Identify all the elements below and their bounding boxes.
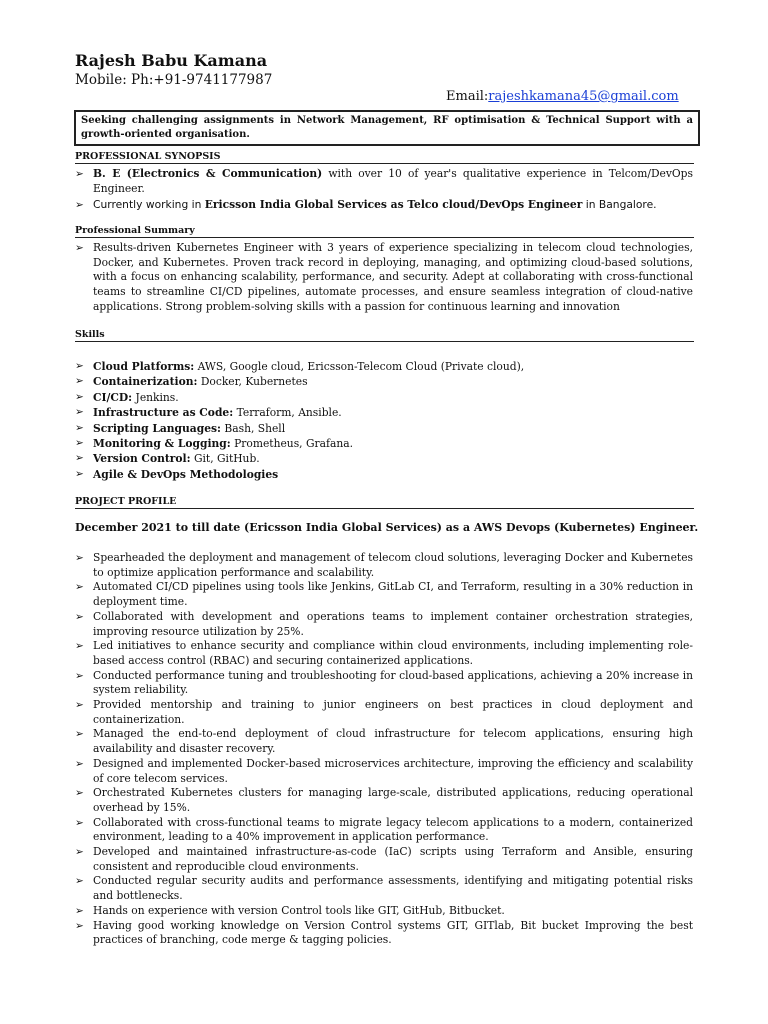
arrow-bullet-icon: ➢: [75, 581, 84, 594]
skill-label: Scripting Languages:: [93, 421, 221, 435]
arrow-bullet-icon: ➢: [75, 437, 84, 450]
arrow-bullet-icon: ➢: [75, 640, 84, 653]
arrow-bullet-icon: ➢: [75, 390, 84, 403]
skills-list: [75, 359, 693, 482]
project-item: [75, 919, 693, 948]
synopsis-current-employer: Ericsson India Global Services as Telco cloud/DevOps Engineer: [204, 198, 583, 212]
skill-value: Git, GitHub.: [190, 452, 260, 466]
skill-item: [75, 421, 693, 436]
mobile-number: Mobile: Ph:+91-9741177987: [75, 72, 273, 88]
project-item-text: Spearheaded the deployment and management of telecom cloud solutions, leveraging Docker and Kubernetes to optimize application performance and scalability.: [93, 551, 693, 579]
arrow-bullet-icon: ➢: [75, 421, 84, 434]
arrow-bullet-icon: ➢: [75, 816, 84, 829]
project-item: [75, 816, 693, 845]
skill-item: [75, 436, 693, 451]
career-objective: Seeking challenging assignments in Network Management, RF optimisation & Technical Support with a growth-oriented organisation.: [74, 110, 700, 146]
project-item-text: Orchestrated Kubernetes clusters for managing large-scale, distributed applications, reducing operational overhead by 15%.: [93, 786, 693, 814]
arrow-bullet-icon: ➢: [75, 406, 84, 419]
skill-item: [75, 467, 693, 482]
project-item-text: Provided mentorship and training to junior engineers on best practices in cloud deployment and containerization.: [93, 698, 693, 726]
synopsis-current-post: in Bangalore.: [582, 198, 657, 212]
project-item-text: Having good working knowledge on Version Control systems GIT, GITlab, Bit bucket Improving the best practices of branching, code merge & tagging policies.: [93, 918, 693, 947]
project-item-text: Conducted regular security audits and performance assessments, identifying and mitigating potential risks and bottlenecks.: [93, 874, 693, 903]
arrow-bullet-icon: ➢: [75, 552, 84, 564]
skill-label: Cloud Platforms:: [93, 360, 195, 373]
project-item: [75, 580, 693, 609]
skill-label: Containerization:: [93, 375, 198, 389]
email-link[interactable]: rajeshkamana45@gmail.com: [488, 89, 679, 104]
project-item-text: Developed and maintained infrastructure-as-code (IaC) scripts using Terraform and Ansible, ensuring consistent and reproducible cloud environments.: [93, 845, 693, 873]
arrow-bullet-icon: ➢: [75, 610, 84, 623]
skill-label: Monitoring & Logging:: [93, 437, 231, 451]
project-item-text: Designed and implemented Docker-based microservices architecture, improving the efficiency and scalability of core telecom services.: [93, 756, 693, 785]
arrow-bullet-icon: ➢: [75, 846, 84, 859]
section-heading-project: PROJECT PROFILE: [75, 496, 694, 509]
project-item: [75, 610, 693, 639]
arrow-bullet-icon: ➢: [75, 757, 84, 770]
summary-text: Results-driven Kubernetes Engineer with 3 years of experience specializing in telecom cloud technologies, Docker, and Kubernetes. Proven track record in deploying, managing, and optimizing cloud-based solutions, with a focus on enhancing scalability, performance, and security. Adept at collaborating with cross-functional teams to streamline CI/CD pipelines, automate processes, and ensure seamless integration of cloud-native applications. Strong problem-solving skills with a passion for continuous learning and innovation: [93, 241, 693, 313]
skill-value: Docker, Kubernetes: [197, 375, 308, 389]
synopsis-degree: B. E (Electronics & Communication): [93, 167, 323, 180]
skill-value: Terraform, Ansible.: [233, 406, 342, 420]
arrow-bullet-icon: ➢: [75, 787, 84, 800]
candidate-name: Rajesh Babu Kamana: [75, 51, 268, 70]
project-item-text: Managed the end-to-end deployment of cloud infrastructure for telecom applications, ensuring high availability and disaster recovery.: [93, 727, 693, 756]
arrow-bullet-icon: ➢: [75, 452, 84, 465]
project-item: [75, 669, 693, 698]
arrow-bullet-icon: ➢: [75, 919, 84, 932]
arrow-bullet-icon: ➢: [75, 669, 84, 682]
arrow-bullet-icon: ➢: [75, 168, 84, 180]
skill-label: Agile & DevOps Methodologies: [93, 467, 279, 481]
arrow-bullet-icon: ➢: [75, 375, 84, 388]
skill-item: [75, 451, 693, 466]
project-item-text: Collaborated with cross-functional teams to migrate legacy telecom applications to a modern, containerized environment, leading to a 40% improvement in application performance.: [93, 815, 693, 844]
arrow-bullet-icon: ➢: [75, 904, 84, 917]
project-list: [75, 551, 693, 948]
arrow-bullet-icon: ➢: [75, 242, 84, 254]
list-item: [75, 198, 693, 213]
section-heading-summary: Professional Summary: [75, 225, 694, 238]
skill-item: [75, 374, 693, 389]
project-item: [75, 727, 693, 756]
synopsis-current-pre: Currently working in: [93, 198, 205, 212]
skill-item: [75, 359, 693, 374]
arrow-bullet-icon: ➢: [75, 728, 84, 741]
project-item: [75, 874, 693, 903]
arrow-bullet-icon: ➢: [75, 875, 84, 888]
project-item-text: Conducted performance tuning and troubleshooting for cloud-based applications, achieving a 20% increase in system reliability.: [93, 668, 693, 697]
arrow-bullet-icon: ➢: [75, 467, 84, 480]
synopsis-experience: with over 10 of year's qualitative experience in Telcom/DevOps Engineer.: [93, 167, 693, 195]
skill-item: [75, 405, 693, 420]
arrow-bullet-icon: ➢: [75, 360, 84, 372]
arrow-bullet-icon: ➢: [75, 699, 84, 712]
project-item: [75, 845, 693, 874]
project-item: [75, 639, 693, 668]
project-item: [75, 757, 693, 786]
section-heading-skills: Skills: [75, 329, 694, 342]
synopsis-list: [75, 167, 693, 213]
project-item-text: Hands on experience with version Control tools like GIT, GitHub, Bitbucket.: [93, 903, 505, 917]
project-item-text: Collaborated with development and operations teams to implement container orchestration strategies, improving resource utilization by 25%.: [93, 609, 693, 638]
list-item: [75, 167, 693, 196]
project-item-text: Led initiatives to enhance security and compliance within cloud environments, including implementing role-based access control (RBAC) and securing containerized applications.: [93, 639, 693, 667]
project-item: [75, 904, 693, 919]
arrow-bullet-icon: ➢: [75, 199, 84, 212]
list-item: [75, 241, 693, 315]
skill-item: [75, 390, 693, 405]
project-item: [75, 786, 693, 815]
skill-value: Jenkins.: [132, 390, 179, 404]
skill-value: AWS, Google cloud, Ericsson-Telecom Cloud (Private cloud),: [194, 360, 525, 373]
project-item: [75, 551, 693, 580]
project-item: [75, 698, 693, 727]
skill-label: Infrastructure as Code:: [93, 406, 234, 420]
summary-list: [75, 241, 693, 315]
project-role-title: December 2021 to till date (Ericsson India Global Services) as a AWS Devops (Kubernetes) Engineer.: [75, 521, 699, 534]
skill-value: Bash, Shell: [220, 421, 286, 435]
email-label: Email:: [446, 89, 489, 104]
skill-label: CI/CD:: [93, 390, 133, 404]
skill-label: Version Control:: [93, 452, 191, 466]
email-line: [446, 89, 679, 104]
project-item-text: Automated CI/CD pipelines using tools like Jenkins, GitLab CI, and Terraform, resulting in a 30% reduction in deployment time.: [93, 580, 693, 609]
section-heading-synopsis: PROFESSIONAL SYNOPSIS: [75, 151, 694, 164]
skill-value: Prometheus, Grafana.: [230, 437, 353, 451]
